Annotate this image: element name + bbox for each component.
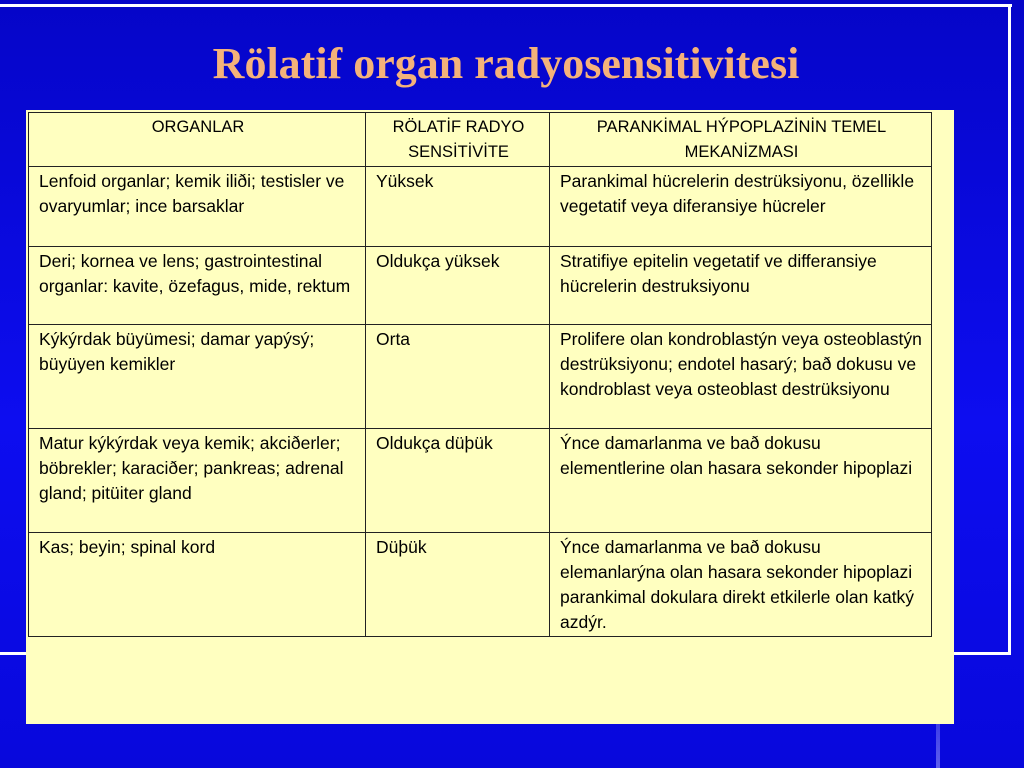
header-mechanism: PARANKİMAL HÝPOPLAZİNİN TEMEL MEKANİZMASI: [550, 113, 932, 167]
table-row: [29, 247, 932, 325]
cell-organs: Lenfoid organlar; kemik iliði; testisler ve ovaryumlar; ince barsaklar: [29, 167, 366, 247]
cell-mechanism: Parankimal hücrelerin destrüksiyonu, özellikle vegetatif veya diferansiye hücreler: [550, 167, 932, 247]
frame-line-top: [0, 4, 1012, 7]
table-row: [29, 429, 932, 533]
cell-organs: Kas; beyin; spinal kord: [29, 533, 366, 637]
header-organs: ORGANLAR: [29, 113, 366, 167]
cell-sensitivity: Oldukça düþük: [366, 429, 550, 533]
radiosensitivity-table: [28, 112, 932, 637]
cell-organs: Deri; kornea ve lens; gastrointestinal organlar: kavite, özefagus, mide, rektum: [29, 247, 366, 325]
header-relative-sensitivity: RÖLATİF RADYO SENSİTİVİTE: [366, 113, 550, 167]
cell-sensitivity: Oldukça yüksek: [366, 247, 550, 325]
cell-organs: Matur kýkýrdak veya kemik; akciðerler; böbrekler; karaciðer; pankreas; adrenal gland; pitüiter gland: [29, 429, 366, 533]
table-header-row: [29, 113, 932, 167]
cell-sensitivity: Orta: [366, 325, 550, 429]
table-row: [29, 325, 932, 429]
cell-mechanism: Prolifere olan kondroblastýn veya osteoblastýn destrüksiyonu; endotel hasarý; bað dokusu ve kondroblast veya osteoblast destrüksiyonu: [550, 325, 932, 429]
cell-mechanism: Ýnce damarlanma ve bað dokusu elementlerine olan hasara sekonder hipoplazi: [550, 429, 932, 533]
cell-mechanism: Stratifiye epitelin vegetatif ve differansiye hücrelerin destruksiyonu: [550, 247, 932, 325]
table-row: [29, 167, 932, 247]
cell-mechanism: Ýnce damarlanma ve bað dokusu elemanlarýna olan hasara sekonder hipoplazi parankimal dokulara direkt etkilerle olan katký azdýr.: [550, 533, 932, 637]
table-row: [29, 533, 932, 637]
slide-title: Rölatif organ radyosensitivitesi: [212, 39, 800, 88]
cell-organs: Kýkýrdak büyümesi; damar yapýsý; büyüyen kemikler: [29, 325, 366, 429]
cell-sensitivity: Düþük: [366, 533, 550, 637]
cell-sensitivity: Yüksek: [366, 167, 550, 247]
frame-line-right: [1008, 4, 1011, 654]
